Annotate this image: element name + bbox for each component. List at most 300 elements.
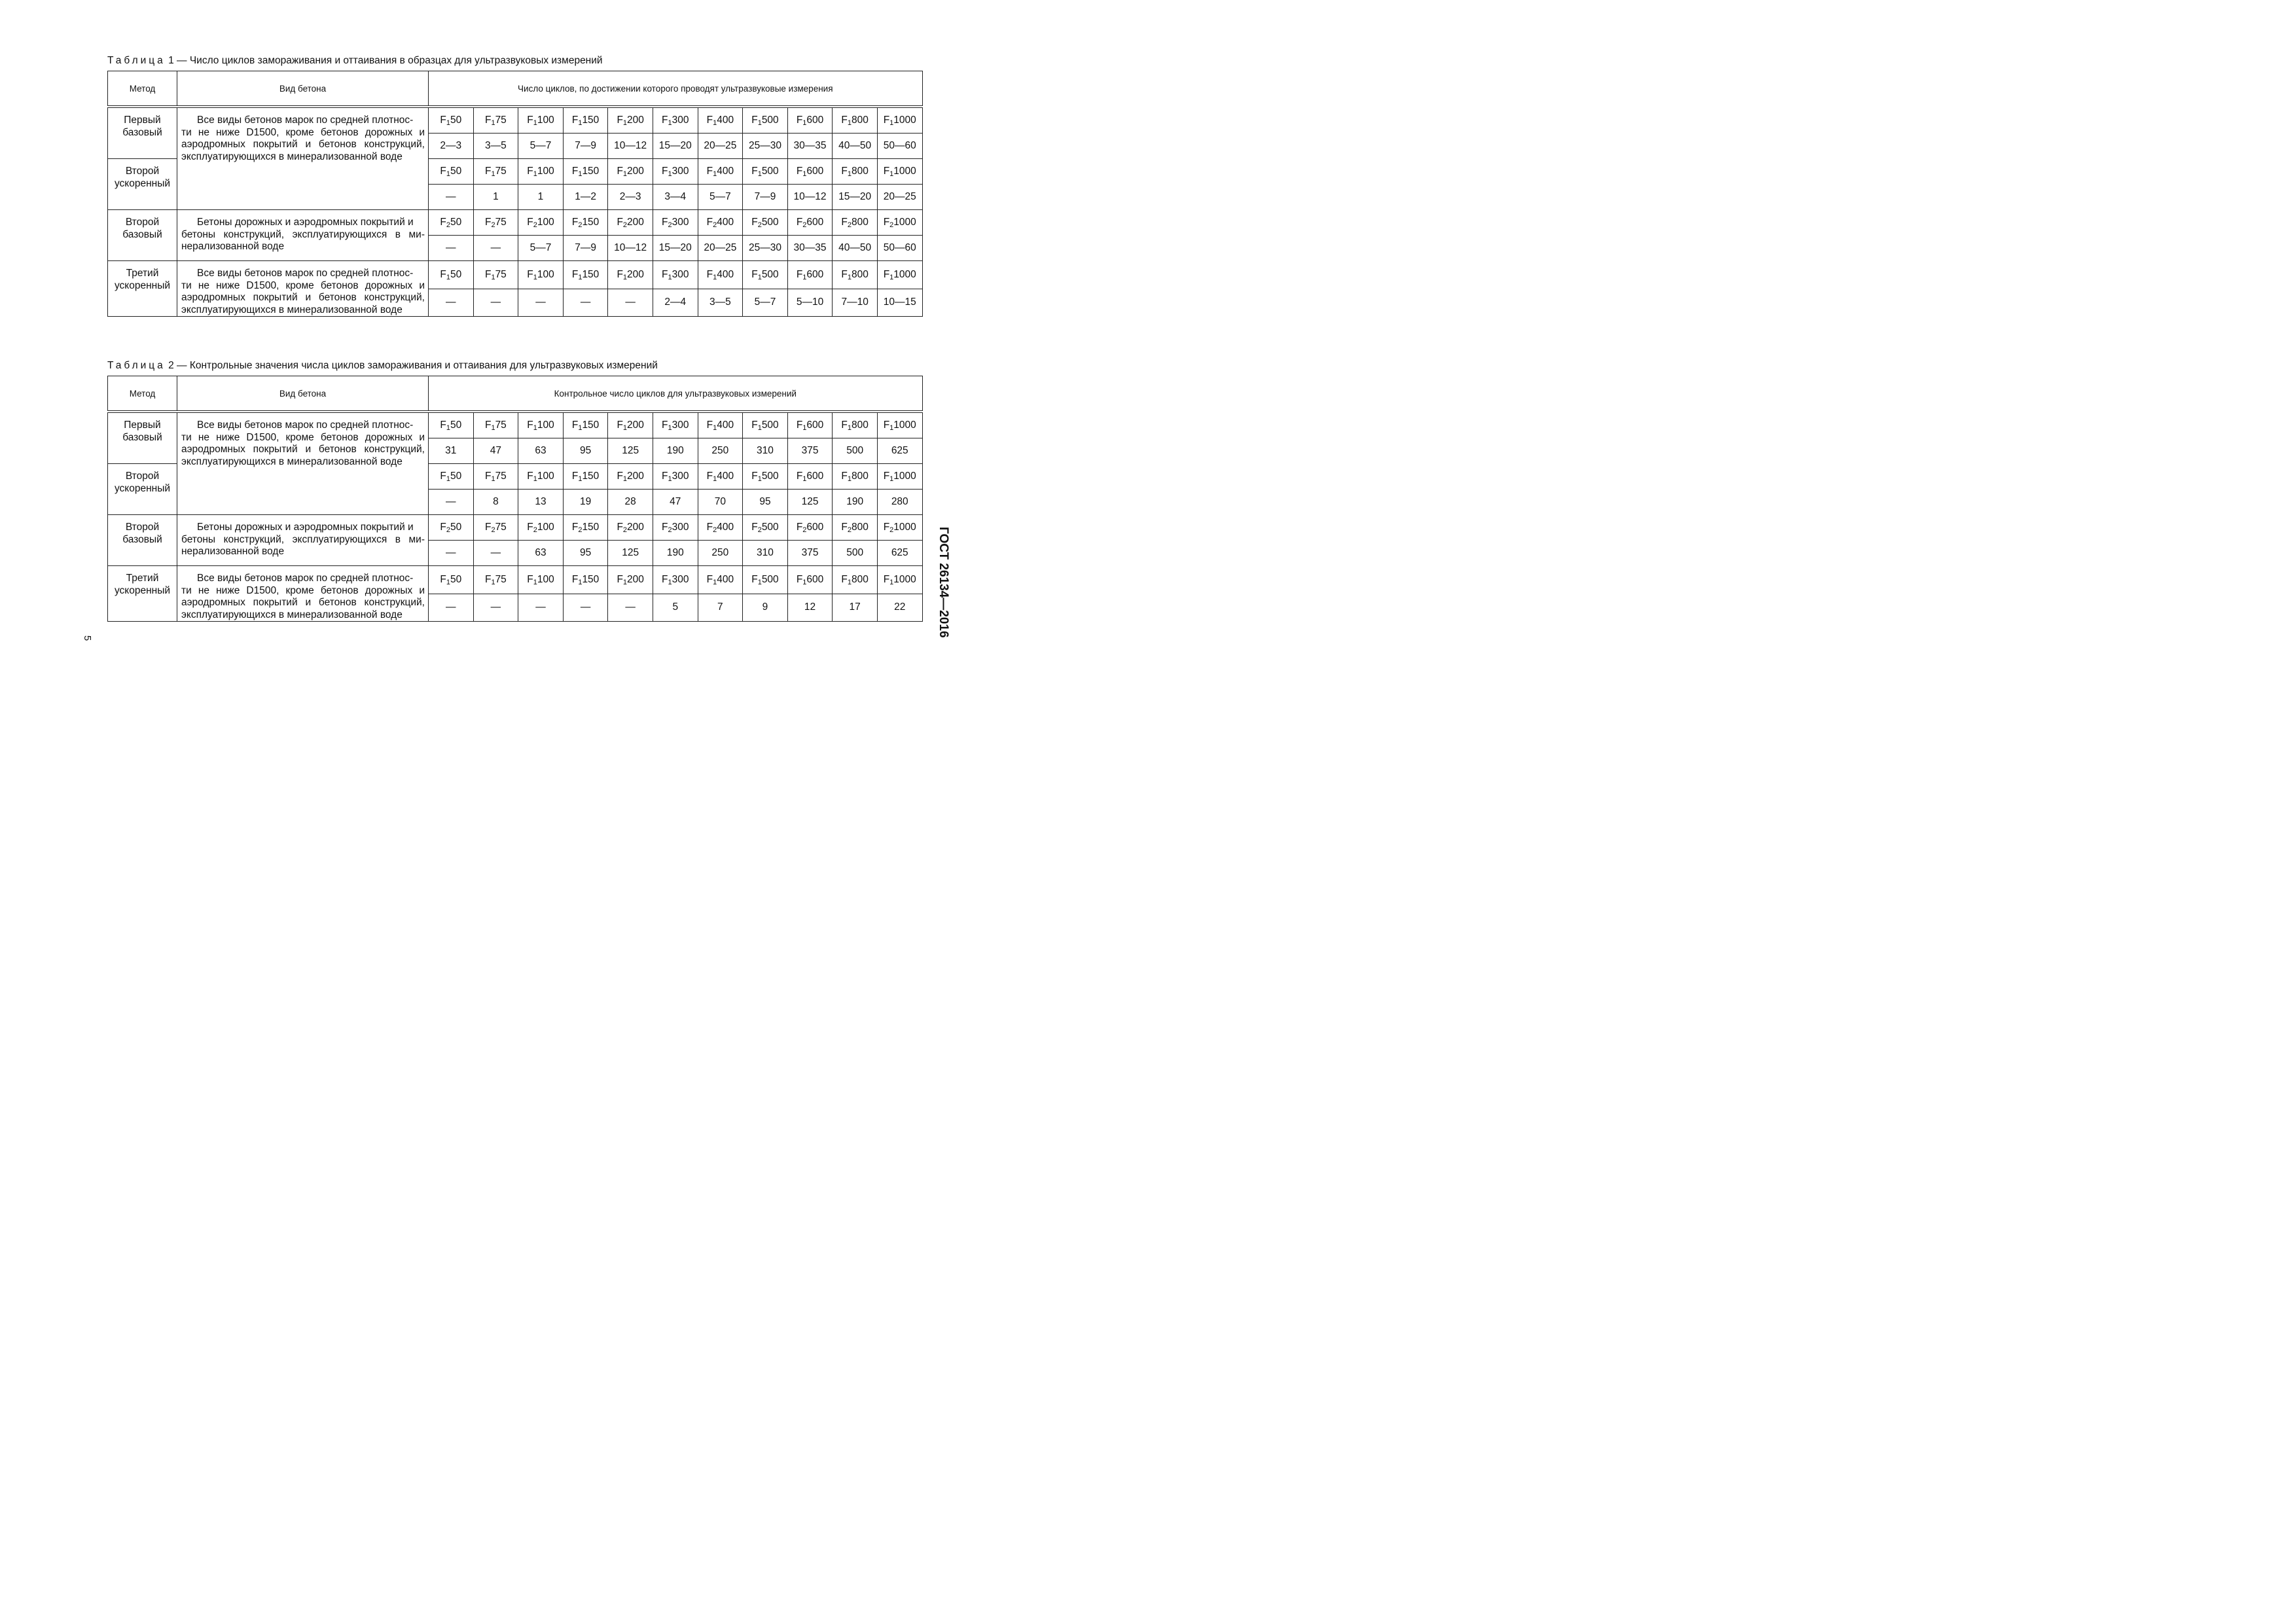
grade-index: 1 [491, 475, 495, 483]
grade-value: 300 [672, 217, 689, 228]
grade-letter: F [662, 573, 668, 585]
cycles-value-cell: 625 [877, 438, 922, 464]
grade-letter: F [796, 471, 803, 482]
grade-value: 600 [806, 573, 824, 585]
cycles-value-cell: — [473, 541, 518, 566]
grade-letter: F [571, 115, 579, 126]
method-name: Второй [125, 522, 160, 533]
description-text: ти не ниже D1500, кроме бетонов дорожных и аэродромных покрытий и бетонов конструкций, эксплуатирующихся в минерализованной воде [181, 431, 425, 467]
grade-value: 100 [537, 522, 554, 533]
frost-grade-cell [833, 210, 878, 236]
grade-index: 1 [668, 273, 672, 281]
grade-index: 1 [713, 170, 717, 178]
cycles-value-cell: — [608, 289, 653, 317]
frost-grade-cell [518, 159, 564, 185]
table1-number: 1 [168, 55, 174, 66]
grade-letter: F [796, 573, 803, 585]
grade-index: 2 [668, 526, 672, 534]
grade-letter: F [706, 573, 713, 585]
cycles-value-cell: 7—9 [743, 185, 788, 210]
cycles-value-cell: 625 [877, 541, 922, 566]
cycles-value-cell: 31 [429, 438, 474, 464]
cycles-value-cell: 20—25 [698, 134, 743, 159]
grade-value: 75 [495, 471, 507, 482]
grade-letter: F [662, 471, 668, 482]
cycles-value-cell: 22 [877, 594, 922, 622]
grade-letter: F [751, 522, 758, 533]
grade-index: 1 [889, 170, 894, 178]
frost-grade-cell [698, 159, 743, 185]
grade-letter: F [841, 268, 848, 280]
grade-value: 75 [495, 268, 507, 280]
grade-letter: F [883, 166, 890, 177]
grade-row [108, 515, 923, 541]
frost-grade-cell [743, 515, 788, 541]
cycles-value-cell: 5 [653, 594, 698, 622]
grade-letter: F [440, 522, 446, 533]
cycles-value-cell: 280 [877, 490, 922, 515]
cycles-value-cell: — [518, 289, 564, 317]
grade-value: 100 [537, 115, 554, 126]
cycles-value-cell: 7—10 [833, 289, 878, 317]
grade-index: 2 [802, 221, 807, 229]
grade-value: 50 [450, 115, 462, 126]
grade-value: 800 [852, 217, 869, 228]
frost-grade-cell [877, 412, 922, 438]
frost-grade-cell [877, 566, 922, 594]
cycles-value-cell: 19 [563, 490, 608, 515]
grade-letter: F [841, 115, 848, 126]
cycles-value-cell: 15—20 [653, 236, 698, 261]
cycles-value-cell: 10—15 [877, 289, 922, 317]
grade-index: 1 [491, 170, 495, 178]
cycles-value-cell: 5—10 [787, 289, 833, 317]
grade-index: 2 [533, 221, 537, 229]
grade-value: 50 [450, 573, 462, 585]
grade-value: 300 [672, 419, 689, 431]
grade-value: 50 [450, 471, 462, 482]
description-line: Все виды бетонов марок по средней плотнос- [197, 573, 414, 584]
table1-title: — Число циклов замораживания и оттаивания в образцах для ультразвуковых измерений [177, 55, 603, 66]
frost-grade-cell [563, 412, 608, 438]
cycles-value-cell: 7—9 [563, 236, 608, 261]
frost-grade-cell [473, 261, 518, 289]
grade-value: 1000 [893, 166, 916, 177]
cycles-value-cell: — [473, 289, 518, 317]
cycles-value-cell: 7 [698, 594, 743, 622]
method-cell [108, 210, 177, 261]
frost-grade-cell [743, 107, 788, 134]
method-type: ускоренный [114, 584, 171, 596]
grade-index: 2 [847, 221, 852, 229]
grade-index: 1 [889, 273, 894, 281]
grade-letter: F [796, 115, 803, 126]
grade-index: 1 [533, 475, 537, 483]
frost-grade-cell [429, 107, 474, 134]
frost-grade-cell [518, 464, 564, 490]
cycles-value-cell: 63 [518, 438, 564, 464]
cycles-value-cell: 10—12 [608, 134, 653, 159]
grade-value: 150 [582, 471, 600, 482]
cycles-value-cell: 500 [833, 438, 878, 464]
grade-value: 400 [717, 471, 734, 482]
grade-letter: F [841, 217, 848, 228]
frost-grade-cell [518, 261, 564, 289]
grade-letter: F [527, 471, 533, 482]
grade-index: 2 [889, 221, 894, 229]
grade-letter: F [617, 268, 623, 280]
frost-grade-cell [743, 464, 788, 490]
grade-index: 1 [491, 424, 495, 432]
grade-letter: F [571, 166, 579, 177]
header-method: Метод [108, 71, 177, 107]
header-row [108, 376, 923, 412]
frost-grade-cell [743, 412, 788, 438]
grade-value: 500 [761, 268, 779, 280]
table1-label: Таблица [107, 55, 166, 66]
grade-letter: F [440, 115, 446, 126]
grade-letter: F [484, 268, 492, 280]
frost-grade-cell [833, 261, 878, 289]
frost-grade-cell [563, 261, 608, 289]
frost-grade-cell [787, 107, 833, 134]
grade-value: 100 [537, 573, 554, 585]
method-cell [108, 515, 177, 566]
concrete-description [177, 412, 429, 515]
frost-grade-cell [429, 566, 474, 594]
grade-letter: F [571, 522, 579, 533]
grade-index: 1 [757, 578, 762, 586]
grade-letter: F [796, 166, 803, 177]
frost-grade-cell [743, 261, 788, 289]
frost-grade-cell [833, 515, 878, 541]
grade-value: 50 [450, 217, 462, 228]
frost-grade-cell [787, 412, 833, 438]
grade-value: 300 [672, 166, 689, 177]
frost-grade-cell [787, 159, 833, 185]
grade-row [108, 566, 923, 594]
cycles-value-cell: — [429, 289, 474, 317]
grade-index: 2 [578, 221, 583, 229]
cycles-value-cell: 25—30 [743, 134, 788, 159]
grade-index: 1 [802, 119, 807, 127]
grade-letter: F [527, 166, 533, 177]
grade-letter: F [662, 268, 668, 280]
grade-value: 500 [761, 115, 779, 126]
grade-index: 1 [847, 578, 852, 586]
cycles-value-cell: 1 [518, 185, 564, 210]
frost-grade-cell [698, 107, 743, 134]
grade-value: 200 [627, 471, 644, 482]
grade-value: 50 [450, 419, 462, 431]
grade-value: 300 [672, 522, 689, 533]
grade-index: 1 [533, 578, 537, 586]
grade-index: 1 [578, 475, 583, 483]
grade-value: 300 [672, 573, 689, 585]
cycles-value-cell: 50—60 [877, 134, 922, 159]
grade-letter: F [841, 573, 848, 585]
grade-letter: F [484, 217, 492, 228]
grade-value: 1000 [893, 573, 916, 585]
grade-letter: F [796, 522, 803, 533]
grade-letter: F [440, 166, 446, 177]
cycles-value-cell: 13 [518, 490, 564, 515]
table2-title: — Контрольные значения числа циклов замораживания и оттаивания для ультразвуковых измерений [177, 360, 658, 371]
grade-index: 1 [889, 475, 894, 483]
frost-grade-cell [473, 412, 518, 438]
grade-letter: F [484, 419, 492, 431]
method-cell [108, 107, 177, 159]
concrete-description [177, 566, 429, 622]
method-cell [108, 412, 177, 464]
grade-letter: F [617, 115, 623, 126]
frost-grade-cell [653, 515, 698, 541]
frost-grade-cell [833, 566, 878, 594]
grade-letter: F [751, 573, 758, 585]
grade-index: 1 [802, 475, 807, 483]
cycles-value-cell: 2—3 [608, 185, 653, 210]
description-line: Бетоны дорожных и аэродромных покрытий и [197, 217, 414, 228]
grade-index: 1 [713, 578, 717, 586]
method-type: базовый [122, 533, 162, 545]
grade-value: 600 [806, 217, 824, 228]
method-type: ускоренный [114, 482, 171, 494]
frost-grade-cell [608, 566, 653, 594]
cycles-value-cell: 5—7 [743, 289, 788, 317]
grade-value: 75 [495, 115, 507, 126]
frost-grade-cell [608, 515, 653, 541]
grade-letter: F [706, 166, 713, 177]
method-cell [108, 261, 177, 317]
frost-grade-cell [563, 107, 608, 134]
grade-index: 1 [533, 424, 537, 432]
page-number: 5 [82, 635, 93, 641]
grade-value: 600 [806, 268, 824, 280]
grade-value: 400 [717, 115, 734, 126]
grade-index: 1 [668, 578, 672, 586]
frost-grade-cell [743, 566, 788, 594]
frost-grade-cell [833, 464, 878, 490]
header-row [108, 71, 923, 107]
grade-letter: F [527, 217, 533, 228]
cycles-value-cell: 125 [608, 438, 653, 464]
grade-index: 2 [757, 526, 762, 534]
cycles-value-cell: 310 [743, 438, 788, 464]
grade-index: 1 [578, 578, 583, 586]
cycles-value-cell: 1—2 [563, 185, 608, 210]
grade-value: 500 [761, 522, 779, 533]
table2-number: 2 [168, 360, 174, 371]
grade-value: 75 [495, 217, 507, 228]
frost-grade-cell [653, 412, 698, 438]
method-name: Первый [124, 419, 161, 431]
grade-letter: F [796, 217, 803, 228]
grade-index: 1 [802, 170, 807, 178]
cycles-value-cell: 15—20 [833, 185, 878, 210]
frost-grade-cell [698, 261, 743, 289]
concrete-description [177, 210, 429, 261]
cycles-value-cell: — [429, 594, 474, 622]
grade-index: 1 [578, 273, 583, 281]
grade-letter: F [883, 217, 890, 228]
grade-letter: F [883, 573, 890, 585]
grade-index: 1 [757, 273, 762, 281]
cycles-value-cell: — [473, 594, 518, 622]
grade-index: 1 [622, 578, 628, 586]
grade-index: 1 [847, 273, 852, 281]
grade-value: 300 [672, 471, 689, 482]
grade-value: 600 [806, 115, 824, 126]
grade-letter: F [706, 471, 713, 482]
grade-value: 1000 [893, 115, 916, 126]
grade-index: 1 [889, 424, 894, 432]
cycles-value-cell: 125 [787, 490, 833, 515]
grade-index: 1 [446, 273, 450, 281]
frost-grade-cell [877, 261, 922, 289]
grade-row [108, 210, 923, 236]
grade-letter: F [440, 471, 446, 482]
grade-index: 1 [622, 475, 628, 483]
frost-grade-cell [787, 261, 833, 289]
frost-grade-cell [787, 464, 833, 490]
grade-index: 2 [622, 526, 628, 534]
grade-value: 100 [537, 268, 554, 280]
cycles-value-cell: 190 [833, 490, 878, 515]
grade-letter: F [662, 419, 668, 431]
grade-letter: F [841, 419, 848, 431]
frost-grade-cell [563, 159, 608, 185]
frost-grade-cell [429, 515, 474, 541]
grade-letter: F [440, 268, 446, 280]
frost-grade-cell [563, 464, 608, 490]
cycles-value-cell: 5—7 [698, 185, 743, 210]
grade-index: 2 [847, 526, 852, 534]
grade-index: 1 [622, 273, 628, 281]
grade-value: 75 [495, 573, 507, 585]
grade-letter: F [751, 217, 758, 228]
cycles-value-cell: 250 [698, 541, 743, 566]
grade-value: 50 [450, 166, 462, 177]
method-name: Первый [124, 115, 161, 126]
grade-letter: F [527, 522, 533, 533]
grade-value: 1000 [893, 471, 916, 482]
grade-index: 1 [622, 424, 628, 432]
frost-grade-cell [429, 159, 474, 185]
grade-index: 1 [802, 273, 807, 281]
frost-grade-cell [518, 107, 564, 134]
grade-letter: F [662, 217, 668, 228]
method-type: базовый [122, 228, 162, 240]
grade-index: 2 [578, 526, 583, 534]
grade-index: 1 [446, 170, 450, 178]
grade-row [108, 107, 923, 134]
grade-index: 1 [668, 424, 672, 432]
frost-grade-cell [429, 261, 474, 289]
cycles-value-cell: 310 [743, 541, 788, 566]
cycles-value-cell: 375 [787, 541, 833, 566]
cycles-value-cell: 12 [787, 594, 833, 622]
cycles-value-cell: 17 [833, 594, 878, 622]
grade-letter: F [841, 522, 848, 533]
grade-value: 800 [852, 471, 869, 482]
frost-grade-cell [877, 464, 922, 490]
grade-index: 1 [713, 424, 717, 432]
frost-grade-cell [429, 210, 474, 236]
grade-index: 1 [713, 119, 717, 127]
description-line: Все виды бетонов марок по средней плотнос- [197, 419, 414, 431]
cycles-value-cell: 25—30 [743, 236, 788, 261]
grade-index: 1 [713, 273, 717, 281]
frost-grade-cell [653, 464, 698, 490]
grade-letter: F [796, 268, 803, 280]
grade-value: 400 [717, 573, 734, 585]
method-type: ускоренный [114, 177, 171, 189]
grade-index: 1 [446, 475, 450, 483]
grade-row [108, 412, 923, 438]
grade-letter: F [751, 471, 758, 482]
description-line: Бетоны дорожных и аэродромных покрытий и [197, 522, 414, 533]
description-text: ти не ниже D1500, кроме бетонов дорожных и аэродромных покрытий и бетонов конструкций, эксплуатирующихся в минерализованной воде [181, 126, 425, 162]
cycles-value-cell: — [429, 490, 474, 515]
grade-index: 1 [668, 475, 672, 483]
grade-letter: F [440, 573, 446, 585]
grade-value: 1000 [893, 268, 916, 280]
grade-value: 800 [852, 115, 869, 126]
grade-index: 1 [757, 475, 762, 483]
grade-letter: F [883, 419, 890, 431]
grade-index: 1 [578, 170, 583, 178]
frost-grade-cell [877, 107, 922, 134]
grade-index: 1 [446, 119, 450, 127]
frost-grade-cell [563, 515, 608, 541]
grade-value: 800 [852, 573, 869, 585]
frost-grade-cell [653, 210, 698, 236]
grade-letter: F [571, 471, 579, 482]
grade-letter: F [571, 419, 579, 431]
frost-grade-cell [877, 515, 922, 541]
grade-value: 150 [582, 217, 600, 228]
cycles-value-cell: 40—50 [833, 134, 878, 159]
cycles-value-cell: 5—7 [518, 236, 564, 261]
grade-letter: F [484, 573, 492, 585]
grade-index: 1 [622, 119, 628, 127]
frost-grade-cell [698, 515, 743, 541]
grade-index: 2 [757, 221, 762, 229]
cycles-value-cell: 70 [698, 490, 743, 515]
table1-caption [107, 55, 603, 67]
cycles-value-cell: 2—3 [429, 134, 474, 159]
frost-grade-cell [787, 210, 833, 236]
frost-grade-cell [429, 464, 474, 490]
grade-letter: F [662, 115, 668, 126]
grade-value: 400 [717, 217, 734, 228]
cycles-value-cell: 3—4 [653, 185, 698, 210]
cycles-value-cell: 250 [698, 438, 743, 464]
grade-letter: F [484, 166, 492, 177]
grade-value: 1000 [893, 217, 916, 228]
grade-value: 200 [627, 166, 644, 177]
cycles-value-cell: 7—9 [563, 134, 608, 159]
grade-letter: F [527, 268, 533, 280]
grade-value: 200 [627, 217, 644, 228]
frost-grade-cell [833, 159, 878, 185]
frost-grade-cell [877, 210, 922, 236]
grade-index: 1 [757, 170, 762, 178]
description-text: ти не ниже D1500, кроме бетонов дорожных и аэродромных покрытий и бетонов конструкций, эксплуатирующихся в минерализованной воде [181, 279, 425, 315]
grade-index: 1 [491, 273, 495, 281]
grade-value: 400 [717, 166, 734, 177]
grade-value: 500 [761, 217, 779, 228]
